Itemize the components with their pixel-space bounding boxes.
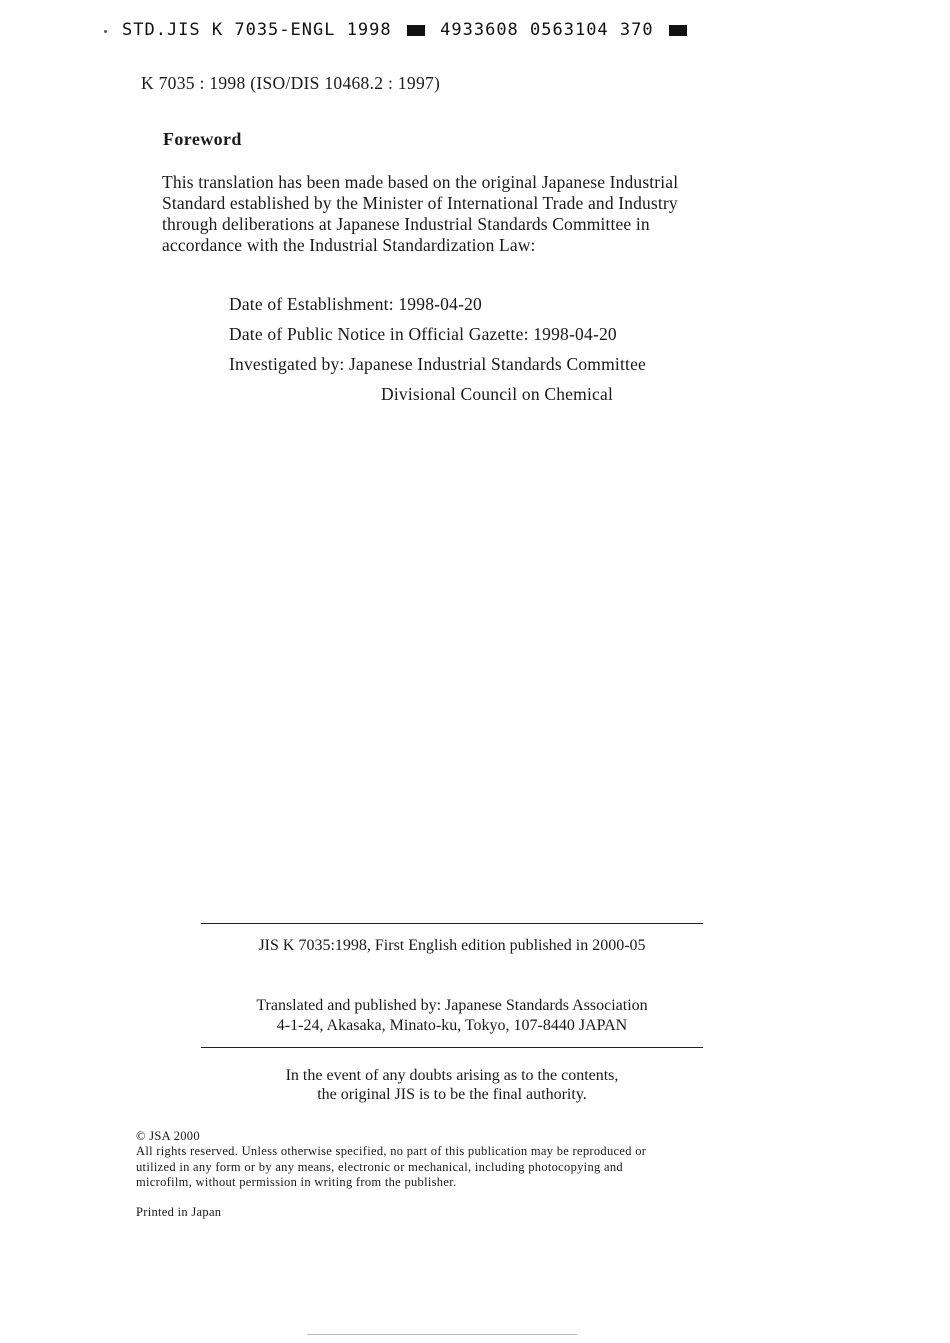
foreword-heading: Foreword [163, 129, 242, 149]
barcode-block-icon [407, 25, 425, 36]
investigated-by [229, 353, 646, 383]
copyright-notice: © JSA 2000 [136, 1129, 200, 1143]
barcode-block-icon [669, 25, 687, 36]
investigating-committee: Japanese Industrial Standards Committee [349, 354, 647, 374]
public-notice-date: Date of Public Notice in Official Gazette: 1998-04-20 [229, 324, 617, 344]
authority-line: the original JIS is to be the final authority. [317, 1086, 587, 1103]
divisional-council: Divisional Council on Chemical [381, 384, 614, 404]
rights-statement [136, 1144, 776, 1191]
page-edge-line [307, 1334, 577, 1335]
edition-note: JIS K 7035:1998, First English edition published in 2000-05 [258, 937, 646, 954]
foreword-paragraph [162, 172, 782, 256]
foreword-line: This translation has been made based on the original Japanese Industrial [162, 172, 679, 192]
foreword-line: Standard established by the Minister of International Trade and Industry [162, 193, 678, 213]
standard-facts [229, 293, 646, 413]
authority-line: In the event of any doubts arising as to the contents, [285, 1067, 619, 1084]
rights-line: All rights reserved. Unless otherwise specified, no part of this publication may be reproduced or [136, 1144, 647, 1158]
publisher-address: 4-1-24, Akasaka, Minato-ku, Tokyo, 107-8440 JAPAN [276, 1017, 628, 1034]
foreword-line: through deliberations at Japanese Industrial Standards Committee in [162, 214, 650, 234]
foreword-line: accordance with the Industrial Standardization Law: [162, 235, 536, 255]
scan-speck [104, 30, 107, 33]
authority-note [0, 1066, 904, 1104]
rights-line: utilized in any form or by any means, electronic or mechanical, including photocopying and [136, 1159, 623, 1174]
publisher-block [0, 996, 904, 1036]
doc-code: STD.JIS K 7035-ENGL 1998 [122, 20, 392, 40]
establishment-date: Date of Establishment: 1998-04-20 [229, 294, 483, 314]
investigated-label: Investigated by: [229, 354, 350, 374]
barcode-suffix: 370 [619, 20, 654, 40]
divider-bottom [201, 1047, 703, 1048]
printed-in: Printed in Japan [136, 1205, 222, 1219]
document-reference: K 7035 : 1998 (ISO/DIS 10468.2 : 1997) [141, 73, 441, 93]
barcode-number: 4933608 0563104 [440, 20, 609, 40]
publisher-name: Translated and published by: Japanese Standards Association [256, 997, 648, 1014]
divider-top [201, 923, 703, 924]
document-header-code [122, 20, 691, 40]
rights-line: microfilm, without permission in writing from the publisher. [136, 1175, 457, 1189]
